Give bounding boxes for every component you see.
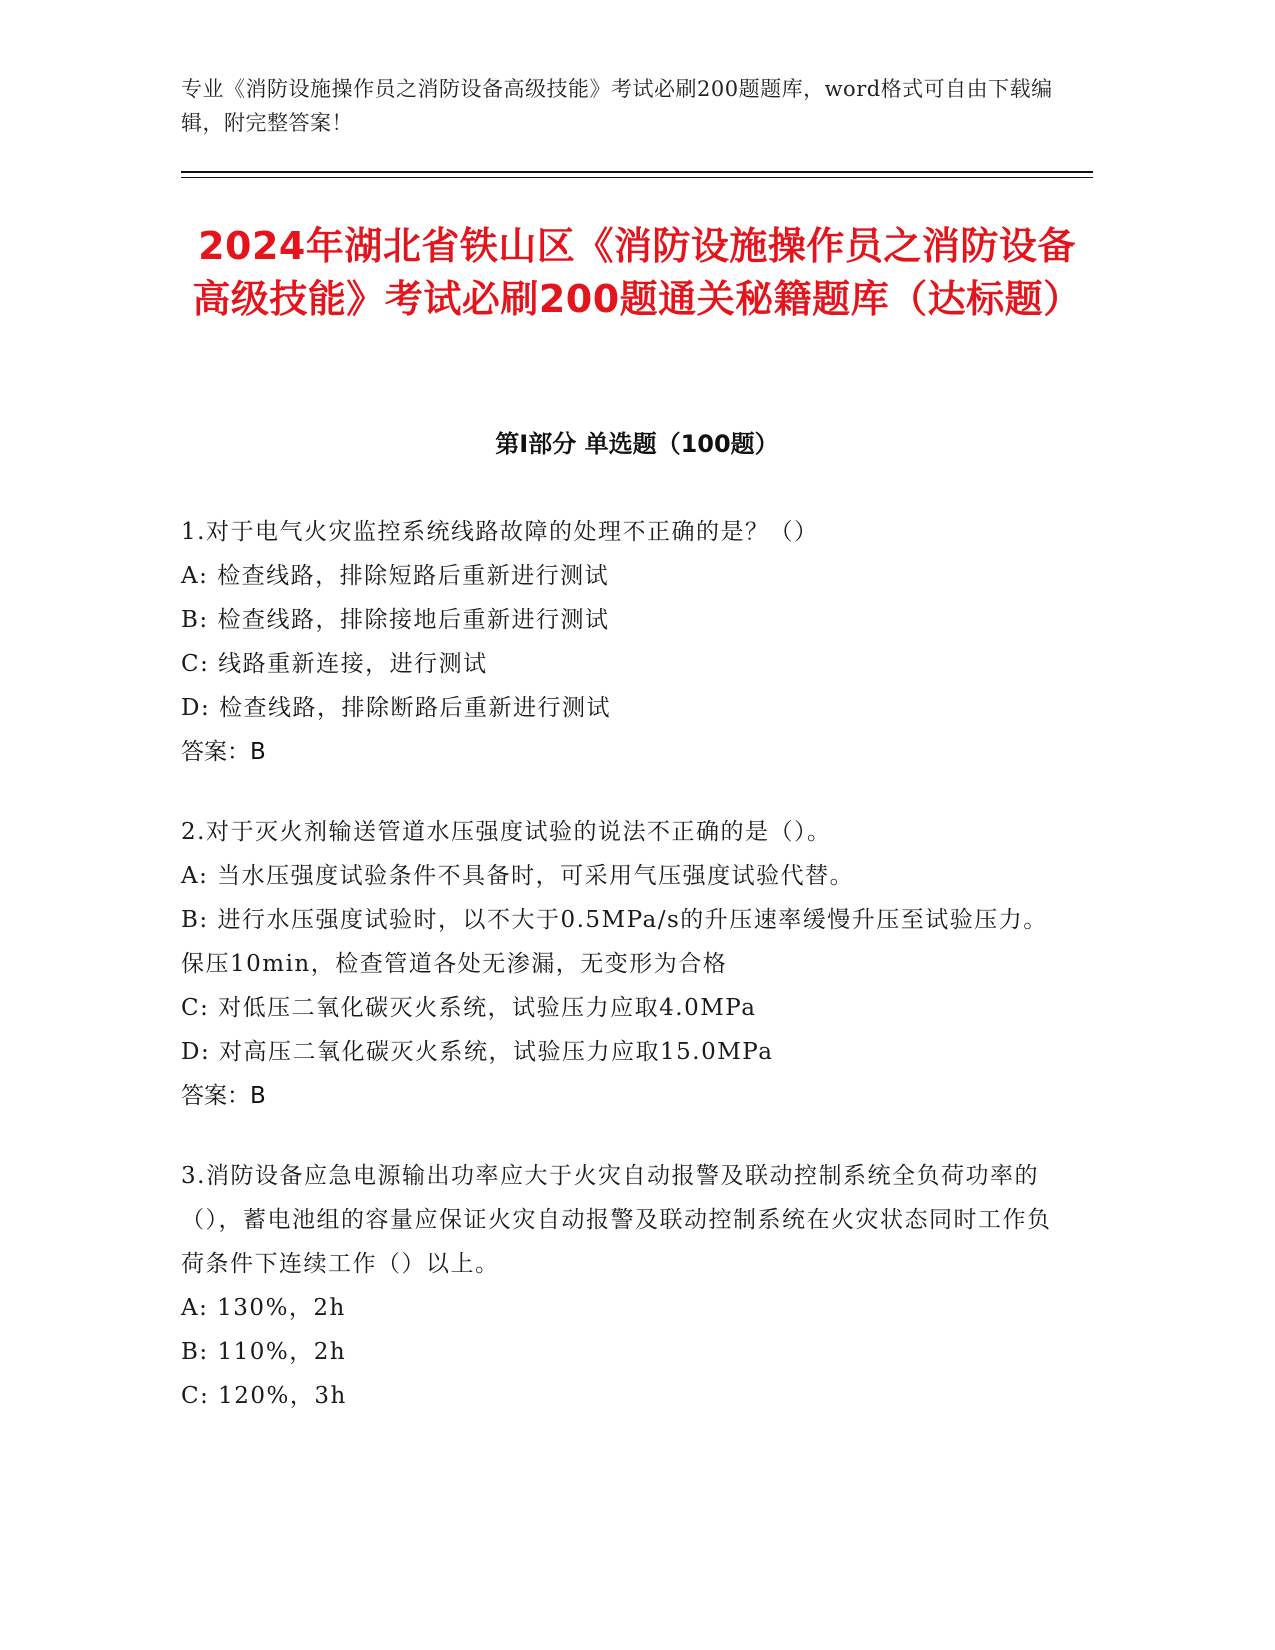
question-3 (181, 1154, 1061, 1418)
question-stem: 2.对于灭火剂输送管道水压强度试验的说法不正确的是（）。 (181, 819, 832, 845)
option-c: C: 120%，3h (181, 1383, 347, 1409)
option-a: A: 检查线路，排除短路后重新进行测试 (181, 563, 610, 589)
section-title: 第I部分 单选题（100题） (495, 430, 779, 458)
question-list (181, 510, 1061, 1454)
question-2 (181, 810, 1061, 1118)
option-c: C: 对低压二氧化碳灭火系统，试验压力应取4.0MPa (181, 995, 757, 1021)
question-1 (181, 510, 1061, 774)
answer: 答案：B (181, 1083, 266, 1109)
option-b: B: 110%，2h (181, 1339, 347, 1365)
option-b: B: 检查线路，排除接地后重新进行测试 (181, 607, 610, 633)
option-a: A: 130%，2h (181, 1295, 346, 1321)
question-stem: 1.对于电气火灾监控系统线路故障的处理不正确的是？（） (181, 519, 819, 545)
header-divider-thin (181, 177, 1093, 178)
option-d: D: 检查线路，排除断路后重新进行测试 (181, 695, 612, 721)
header-note: 专业《消防设施操作员之消防设备高级技能》考试必刷200题题库，word格式可自由下载编辑，附完整答案！ (181, 77, 1053, 135)
option-c: C: 线路重新连接，进行测试 (181, 651, 488, 677)
header-divider-thick (181, 171, 1093, 173)
option-d: D: 对高压二氧化碳灭火系统，试验压力应取15.0MPa (181, 1039, 774, 1065)
question-stem: 3.消防设备应急电源输出功率应大于火灾自动报警及联动控制系统全负荷功率的（），蓄电池组的容量应保证火灾自动报警及联动控制系统在火灾状态同时工作负荷条件下连续工作（）以上。 (181, 1163, 1052, 1277)
option-b: B: 进行水压强度试验时，以不大于0.5MPa/s的升压速率缓慢升压至试验压力。保压10min，检查管道各处无渗漏，无变形为合格 (181, 907, 1048, 977)
document-title: 2024年湖北省铁山区《消防设施操作员之消防设备高级技能》考试必刷200题通关秘籍题库（达标题） (192, 224, 1082, 321)
answer: 答案：B (181, 739, 266, 765)
option-a: A: 当水压强度试验条件不具备时，可采用气压强度试验代替。 (181, 863, 855, 889)
